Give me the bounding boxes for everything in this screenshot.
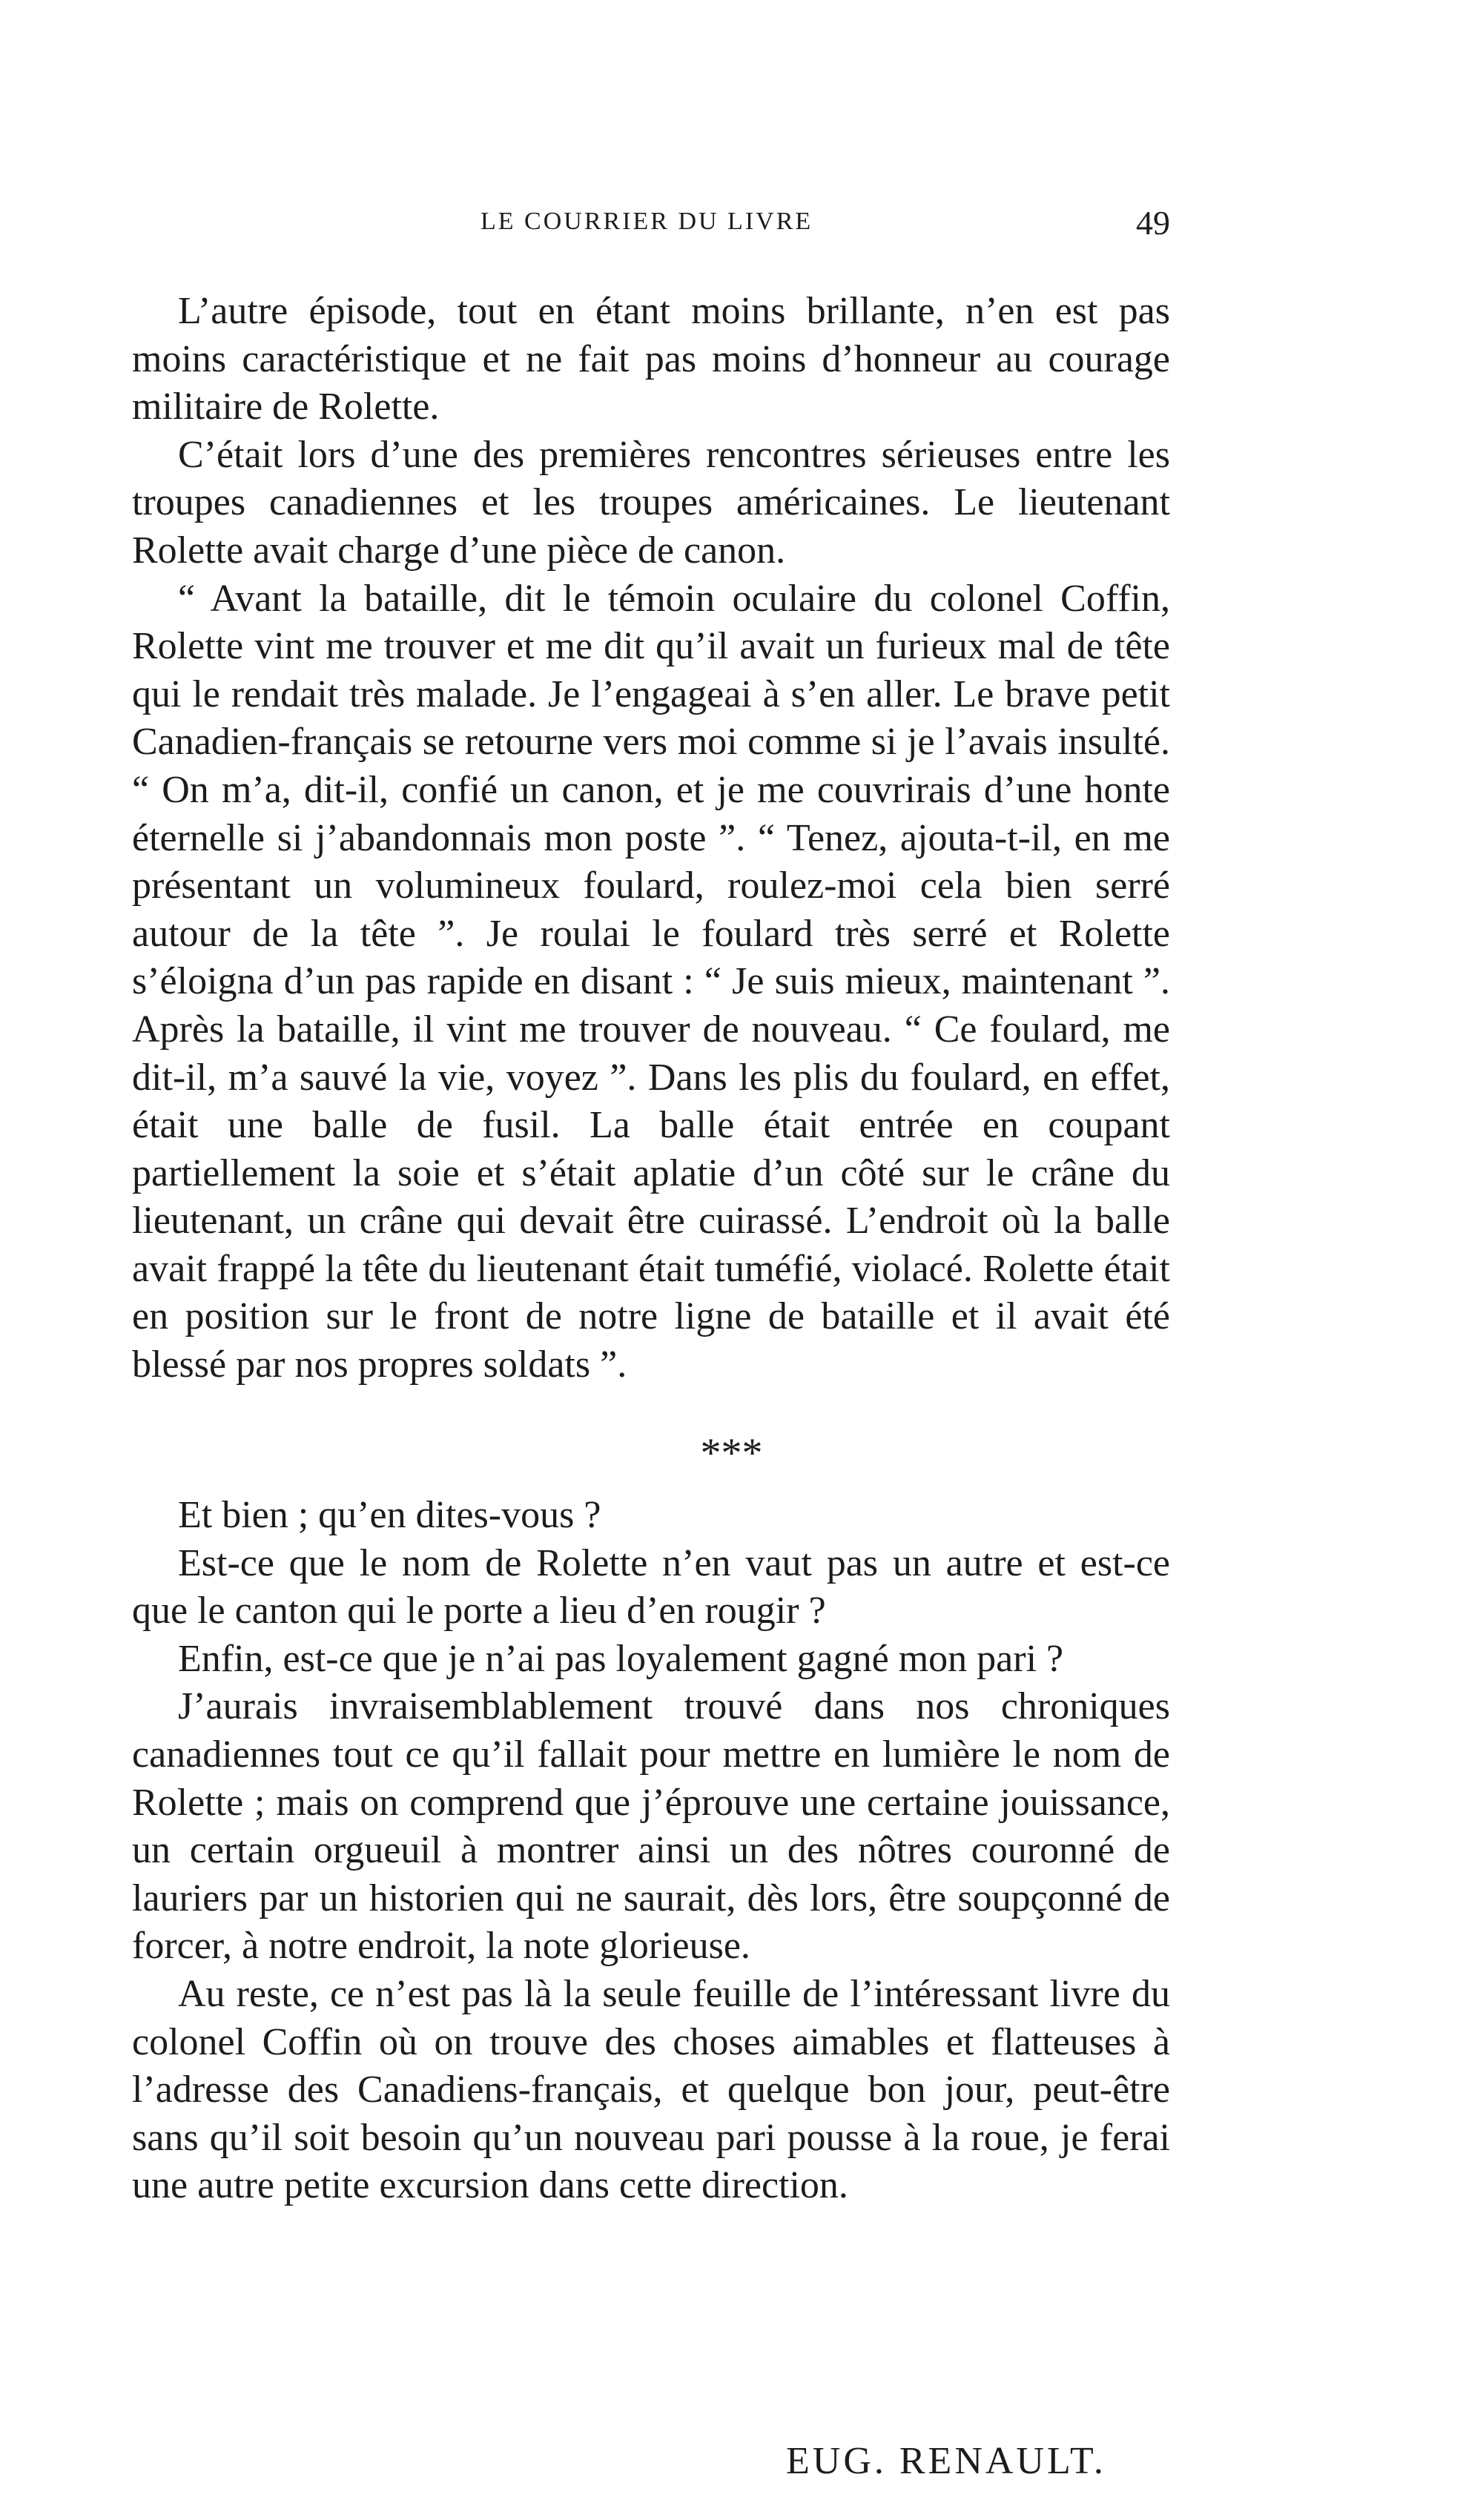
paragraph: Enfin, est-ce que je n’ai pas loyalement gagné mon pari ? bbox=[178, 1637, 1064, 1680]
paragraph: “ Avant la bataille, dit le témoin oculaire du colonel Coffin, Rolette vint me trouver et me dit qu’il avait un furieux mal de tête qui le rendait très malade. Je l’engageai à s’en aller. Le brave petit Canadien-français se retourne vers moi comme si je l’avais insulté. “ On m’a, dit-il, confié un canon, et je me couvrirais d’une honte éternelle si j’abandonnais mon poste ”. “ Tenez, ajouta-t-il, en me présentant un volumineux foulard, roulez-moi cela bien serré autour de la tête ”. Je roulai le foulard très serré et Rolette s’éloigna d’un pas rapide en disant : “ Je suis mieux, maintenant ”. Après la bataille, il vint me trouver de nouveau. “ Ce foulard, me dit-il, m’a sauvé la vie, voyez ”. Dans les plis du foulard, en effet, était une balle de fusil. La balle était entrée en coupant partiellement la soie et s’était aplatie d’un côté sur le crâne du lieutenant, un crâne qui devait être cuirassé. L’endroit où la balle avait frappé la tête du lieutenant était tuméfié, violacé. Rolette était en position sur le front de notre ligne de bataille et il avait été blessé par nos propres soldats ”. bbox=[132, 577, 1170, 1386]
paragraph: L’autre épisode, tout en étant moins brillante, n’en est pas moins caractéristique et ne fait pas moins d’honneur au courage militaire de Rolette. bbox=[132, 290, 1170, 429]
asterism: *** bbox=[700, 1430, 763, 1476]
paragraph: C’était lors d’une des premières rencontres sérieuses entre les troupes canadiennes et les troupes américaines. Le lieutenant Rolette avait charge d’une pièce de canon. bbox=[132, 433, 1170, 572]
page-header bbox=[132, 204, 1170, 252]
page-number: 49 bbox=[1136, 204, 1170, 242]
paragraph: Au reste, ce n’est pas là la seule feuille de l’intéressant livre du colonel Coffin où on trouve des choses aimables et flatteuses à l’adresse des Canadiens-français, et quelque bon jour, peut-être sans qu’il soit besoin qu’un nouveau pari pousse à la roue, je ferai une autre petite excursion dans cette direction. bbox=[132, 1972, 1170, 2207]
paragraph: Est-ce que le nom de Rolette n’en vaut pas un autre et est-ce que le canton qui le porte a lieu d’en rougir ? bbox=[132, 1541, 1170, 1633]
section-separator bbox=[0, 1431, 1463, 1475]
running-title: LE COURRIER DU LIVRE bbox=[480, 208, 813, 235]
paragraph: J’aurais invraisemblablement trouvé dans nos chroniques canadiennes tout ce qu’il fallait pour mettre en lumière le nom de Rolette ; mais on comprend que j’éprouve une certaine jouissance, un certain orgueuil à montrer ainsi un des nôtres couronné de lauriers par un historien qui ne saurait, dès lors, être soupçonné de forcer, à notre endroit, la note glorieuse. bbox=[132, 1685, 1170, 1968]
paragraph: Et bien ; qu’en dites-vous ? bbox=[178, 1494, 601, 1536]
article-body-upper bbox=[132, 288, 1170, 1389]
article-body-lower bbox=[132, 1492, 1170, 2210]
author-signature: EUG. RENAULT. bbox=[786, 2440, 1106, 2482]
